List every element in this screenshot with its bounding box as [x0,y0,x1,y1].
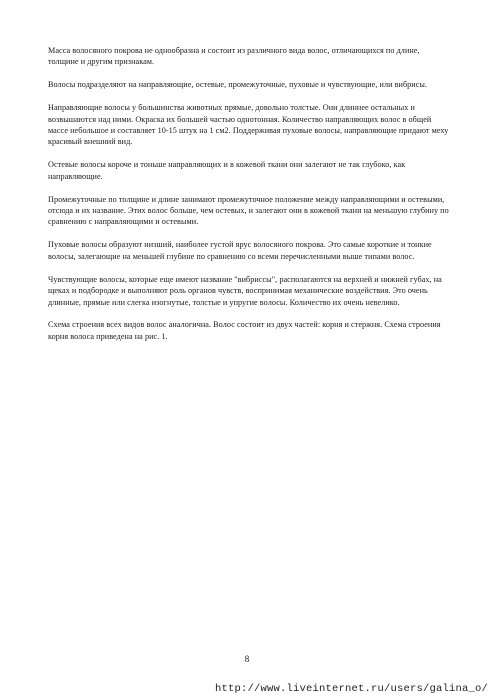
text-body [48,45,452,354]
paragraph-vibrissae: Чувствующие волосы, которые еще имеют название "вибриссы", располагаются на верхней и нижней губах, на щеках и подбородке и выполняют роль органов чувств, воспринимая механические воздействия. Это очень длинные, прямые или слегка изогнутые, толстые и упругие волосы. Количество их очень невелико. [48,274,442,307]
source-watermark: http://www.liveinternet.ru/users/galina_o/ [214,683,488,695]
paragraph-awn-hairs: Остевые волосы короче и тоньше направляющих и в кожевой ткани они залегают не так глубоко, как направляющие. [48,160,406,181]
paragraph-down-hairs: Пуховые волосы образуют низший, наиболее густой ярус волосяного покрова. Это самые короткие и тонкие волосы, залегающие на меньшей глубине по сравнению со всеми перечисленными выше типами волос. [48,240,432,261]
paragraph-hair-mass: Масса волосяного покрова не однообразна и состоит из различного вида волос, отличающихся по длине, толщине и другим признакам. [48,46,420,67]
paragraph-hair-structure: Схема строения всех видов волос аналогична. Волос состоит из двух частей: корня и стержня. Схема строения корня волоса приведена на рис. 1. [48,320,441,341]
page-number: 8 [244,654,250,664]
paragraph-guide-hairs: Направляющие волосы у большинства животных прямые, довольно толстые. Они длиннее остальных и возвышаются над ними. Окраска их большей частью однотонная. Количество направляющих волос в общей массе небольшое и составляет 10-15 штук на 1 см2. Поддерживая пуховые волосы, направляющие придают меху красивый внешний вид. [48,103,449,147]
paragraph-intermediate-hairs: Промежуточные по толщине и длине занимают промежуточное положение между направляющими и остевыми, отсюда и их название. Этих волос больше, чем остевых, и залегают они в кожевой ткани на меньшую глубину по сравнению с направляющими и остевыми. [48,194,449,227]
paragraph-hair-types: Волосы подразделяют на направляющие, остевые, промежуточные, пуховые и чувствующие, или вибрисы. [48,80,428,90]
